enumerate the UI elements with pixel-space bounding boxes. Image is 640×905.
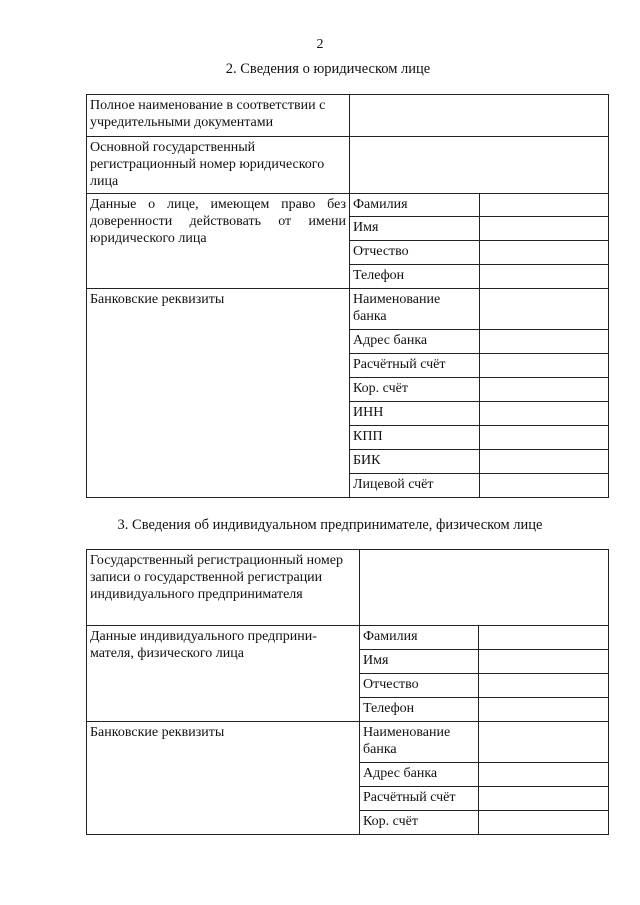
ip-bank-address-value[interactable] (479, 763, 609, 787)
page-number: 2 (316, 37, 324, 52)
ip-field-label-corr-account: Кор. счёт (360, 811, 479, 835)
ip-bank-details-label: Банковские реквизиты (87, 722, 360, 835)
surname-value[interactable] (480, 194, 609, 217)
field-label-bank-address: Адрес банка (350, 330, 480, 354)
ip-field-label-surname: Фамилия (360, 626, 479, 650)
field-label-corr-account: Кор. счёт (350, 378, 480, 402)
ip-settlement-account-value[interactable] (479, 787, 609, 811)
field-label-inn: ИНН (350, 402, 480, 426)
settlement-account-value[interactable] (480, 354, 609, 378)
personal-account-value[interactable] (480, 474, 609, 498)
person-data-label: Данные индивидуального предприни- мателя, физического лица (87, 626, 360, 722)
field-label-settlement-account: Расчётный счёт (350, 354, 480, 378)
field-label-kpp: КПП (350, 426, 480, 450)
ip-patronymic-value[interactable] (479, 674, 609, 698)
full-name-label: Полное наименование в соответствии с учредительными документами (87, 95, 350, 137)
ogrn-value[interactable] (350, 137, 609, 194)
field-label-phone: Телефон (350, 265, 480, 289)
kpp-value[interactable] (480, 426, 609, 450)
phone-value[interactable] (480, 265, 609, 289)
ip-field-label-bank-name: Наименование банка (360, 722, 479, 763)
entrepreneur-table (86, 549, 609, 835)
section-3-heading: 3. Сведения об индивидуальном предпринимателе, физическом лице (117, 517, 543, 533)
bank-name-value[interactable] (480, 289, 609, 330)
field-label-bik: БИК (350, 450, 480, 474)
section-2-heading: 2. Сведения о юридическом лице (225, 61, 431, 77)
ip-field-label-first-name: Имя (360, 650, 479, 674)
first-name-value[interactable] (480, 217, 609, 241)
ip-bank-name-value[interactable] (479, 722, 609, 763)
field-label-patronymic: Отчество (350, 241, 480, 265)
ip-phone-value[interactable] (479, 698, 609, 722)
corr-account-value[interactable] (480, 378, 609, 402)
field-label-personal-account: Лицевой счёт (350, 474, 480, 498)
ip-corr-account-value[interactable] (479, 811, 609, 835)
patronymic-value[interactable] (480, 241, 609, 265)
ip-field-label-settlement-account: Расчётный счёт (360, 787, 479, 811)
full-name-value[interactable] (350, 95, 609, 137)
ogrn-label: Основной государственный регистрационный номер юридического лица (87, 137, 350, 194)
ip-surname-value[interactable] (479, 626, 609, 650)
legal-entity-table (86, 94, 609, 498)
bik-value[interactable] (480, 450, 609, 474)
ip-field-label-patronymic: Отчество (360, 674, 479, 698)
ip-field-label-phone: Телефон (360, 698, 479, 722)
reg-number-value[interactable] (360, 550, 609, 626)
reg-number-label: Государственный регистрационный номер записи о государственной регистрации индивидуального предпринимателя (87, 550, 360, 626)
inn-value[interactable] (480, 402, 609, 426)
field-label-bank-name: Наименование банка (350, 289, 480, 330)
ip-field-label-bank-address: Адрес банка (360, 763, 479, 787)
authorized-person-label: Данные о лице, имеющем право без доверенности действовать от имени юридического лица (87, 194, 350, 289)
field-label-first-name: Имя (350, 217, 480, 241)
field-label-surname: Фамилия (350, 194, 480, 217)
bank-address-value[interactable] (480, 330, 609, 354)
ip-first-name-value[interactable] (479, 650, 609, 674)
bank-details-label: Банковские реквизиты (87, 289, 350, 498)
